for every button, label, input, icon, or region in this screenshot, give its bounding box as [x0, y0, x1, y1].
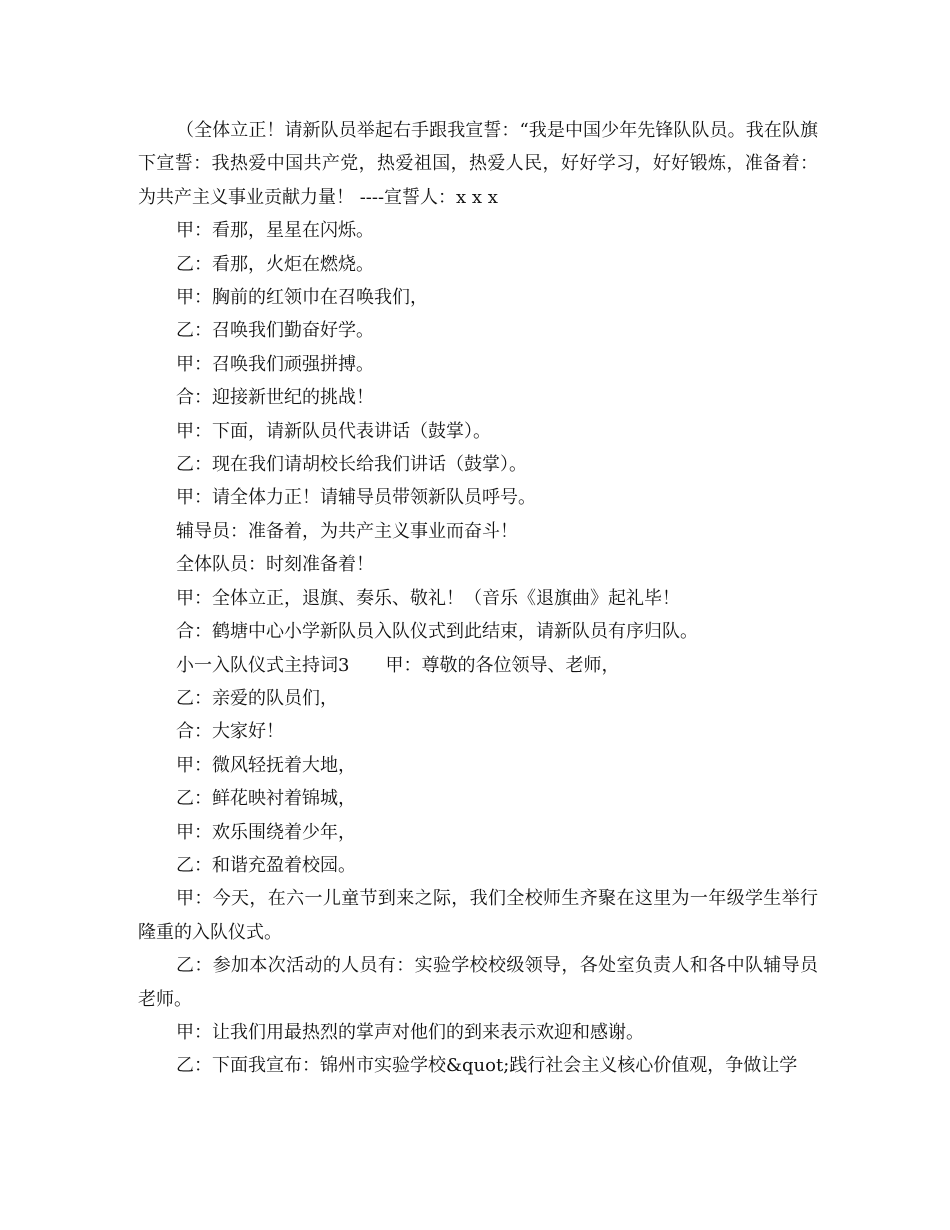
paragraph-line: 甲：欢乐围绕着少年，: [176, 821, 356, 843]
paragraph-line: 乙：和谐充盈着校园。: [176, 854, 356, 876]
paragraph-line: 合：鹤塘中心小学新队员入队仪式到此结束，请新队员有序归队。: [176, 621, 698, 643]
paragraph-line: 乙：亲爱的队员们，: [176, 687, 338, 709]
paragraph-line: 合：迎接新世纪的挑战！: [176, 387, 374, 409]
paragraph-line: 乙：看那，火炬在燃烧。: [176, 253, 374, 275]
paragraph-line: 甲：看那，星星在闪烁。: [176, 220, 374, 242]
paragraph-line: 乙：下面我宣布：锦州市实验学校&quot;践行社会主义核心价值观，争做让学: [176, 1055, 798, 1077]
paragraph-line: 全体队员：时刻准备着！: [176, 554, 374, 576]
paragraph-line: 乙：召唤我们勤奋好学。: [176, 320, 374, 342]
section-heading-line: 小一入队仪式主持词3 甲：尊敬的各位领导、老师，: [176, 654, 620, 676]
paragraph-line: 甲：微风轻抚着大地，: [176, 754, 356, 776]
paragraph-line: 甲：下面，请新队员代表讲话（鼓掌）。: [176, 420, 491, 442]
paragraph-line: 甲：全体立正，退旗、奏乐、敬礼！（音乐《退旗曲》起礼毕！: [176, 587, 680, 609]
paragraph-line: 甲：今天，在六一儿童节到来之际，我们全校师生齐聚在这里为一年级学生举行隆重的入队仪式。: [138, 888, 818, 943]
paragraph-oath: （全体立正！请新队员举起右手跟我宣誓：“我是中国少年先锋队队员。我在队旗下宣誓：我热爱中国共产党，热爱祖国，热爱人民，好好学习，好好锻炼，准备着：为共产主义事业贡献力量！ ----宣誓人：x x x: [138, 120, 818, 208]
paragraph-line: 甲：召唤我们顽强拼搏。: [176, 353, 374, 375]
paragraph-line: 甲：胸前的红领巾在召唤我们，: [176, 287, 428, 309]
paragraph-line: 合：大家好！: [176, 721, 284, 743]
paragraph-line: 辅导员：准备着，为共产主义事业而奋斗！: [176, 520, 518, 542]
paragraph-line: 乙：鲜花映衬着锦城，: [176, 788, 356, 810]
paragraph-line: 甲：请全体力正！请辅导员带领新队员呼号。: [176, 487, 536, 509]
paragraph-line: 甲：让我们用最热烈的掌声对他们的到来表示欢迎和感谢。: [176, 1021, 644, 1043]
document-body: [138, 114, 818, 1083]
paragraph-line: 乙：参加本次活动的人员有：实验学校校级领导，各处室负责人和各中队辅导员老师。: [138, 955, 818, 1010]
paragraph-line: 乙：现在我们请胡校长给我们讲话（鼓掌）。: [176, 454, 527, 476]
